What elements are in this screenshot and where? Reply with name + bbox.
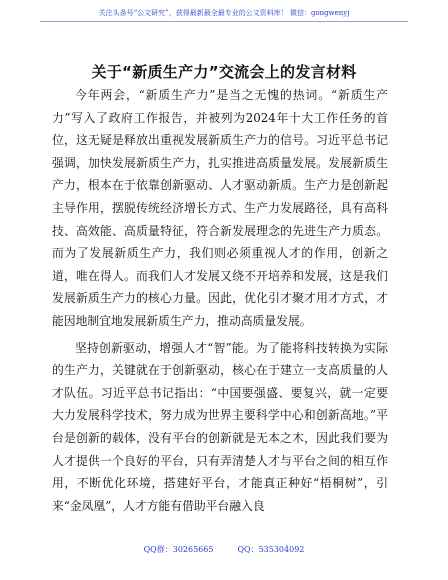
paragraph-2: 坚持创新驱动，增强人才“智”能。为了能将科技转换为实际的生产力，关键就在于创新驱动，核心在于建立一支高质量的人才队伍。习近平总书记指出：“中国要强盛、要复兴，就一定要大力发展科学技术，努力成为世界主要科学中心和创新高地。”平台是创新的载体，没有平台的创新就是无本之木，因此我们要为人才提供一个良好的平台，只有弄清楚人才与平台之间的相互作用，不断优化环境，搭建好平台，才能真正种好“梧桐树”，引来“金凤凰”，人才方能有借助平台融入良 xyxy=(52,340,388,513)
header-divider xyxy=(40,21,408,22)
footer xyxy=(0,544,448,556)
footer-qq-group: QQ群：30265665 xyxy=(143,545,214,554)
document-title: 关于“新质生产力”交流会上的发言材料 xyxy=(91,63,357,82)
footer-qq: QQ：535304092 xyxy=(237,545,305,554)
header-banner: 关注头条号“公文研究”，获得最新最全最专业的公文资料库！ 微信：gongwenyj xyxy=(98,9,350,17)
paragraph-1: 今年两会，“新质生产力”是当之无愧的热词。“新质生产力”写入了政府工作报告，并被列为2024年十大工作任务的首位，这无疑是释放出重视发展新质生产力的信号。习近平总书记强调，加快发展新质生产力，扎实推进高质量发展。发展新质生产力，根本在于依靠创新驱动、人才驱动新质。生产力是创新起主导作用，摆脱传统经济增长方式、生产力发展路径，具有高科技、高效能、高质量特征，符合新发展理念的先进生产力质态。而为了发展新质生产力，我们则必须重视人才的作用，创新之道，唯在得人。而我们人才发展又绕不开培养和发展，这是我们发展新质生产力的核心力量。因此，优化引才聚才用才方式，才能因地制宜地发展新质生产力，推动高质量发展。 xyxy=(52,88,388,328)
document-body xyxy=(52,84,388,521)
